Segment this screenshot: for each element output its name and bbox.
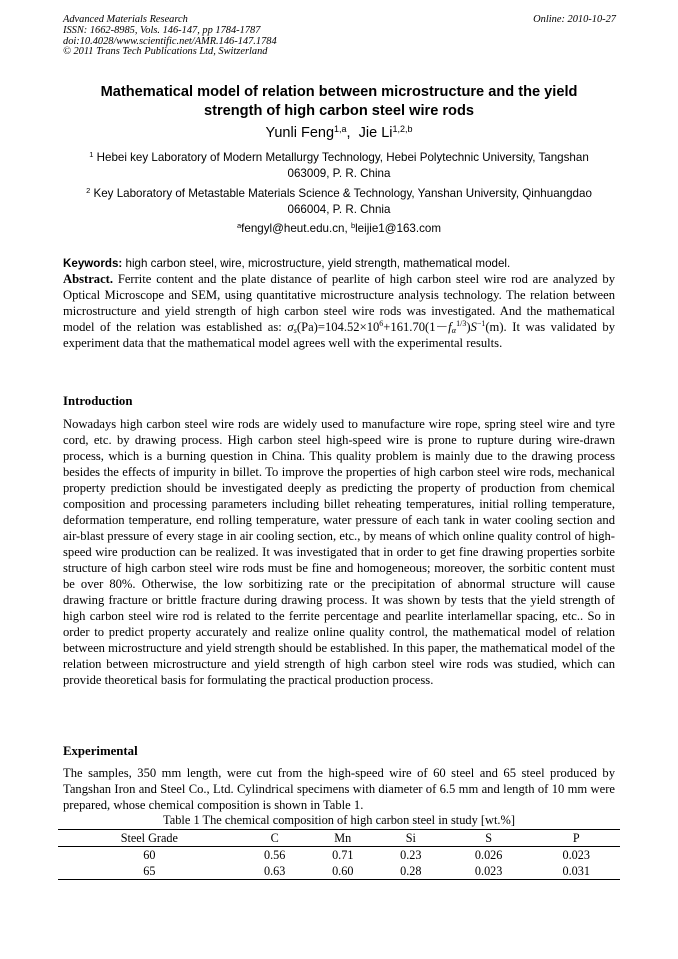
affiliation-2 xyxy=(60,186,618,218)
affiliation-text: 063009, P. R. China xyxy=(287,166,391,180)
affiliation-number: 2 xyxy=(86,186,91,195)
column-header: S xyxy=(485,831,493,845)
affiliation-text: Hebei key Laboratory of Modern Metallurgy Technology, Hebei Polytechnic University, Tangshan xyxy=(96,151,589,164)
paper-title xyxy=(60,83,618,120)
table-caption: Table 1 The chemical composition of high carbon steel in study [wt.%] xyxy=(163,813,515,827)
column-header: Si xyxy=(405,831,416,845)
table-cell: 0.023 xyxy=(562,848,590,862)
title-line-2: strength of high carbon steel wire rods xyxy=(203,102,475,119)
table-cell: 0.28 xyxy=(400,864,422,878)
affiliation-number: 1 xyxy=(89,150,94,159)
copyright-line: © 2011 Trans Tech Publications Ltd, Switzerland xyxy=(63,46,268,58)
email-line: $^a$fengyl@heut.edu.cn, $^b$leijie1@163.com xyxy=(237,221,441,235)
abstract xyxy=(63,271,615,351)
column-header: C xyxy=(270,831,279,845)
author-name: Jie Li xyxy=(358,125,393,141)
column-header: P xyxy=(572,831,580,845)
affiliation-1 xyxy=(60,150,618,182)
table-cell: 0.023 xyxy=(474,864,503,878)
equation: $\sigma_s(Pa)=104.52\times 10^6+161.70(1-f_\alpha^{1/3})S^{-1}(m)$. xyxy=(287,319,507,335)
experimental-text: The samples, 350 mm length, were cut from the high-speed wire of 60 steel and 65 steel produced by Tangshan Iron and Steel Co., Ltd. Cylindrical specimens with diameter of 6.5 mm and length of 10 mm were prepared, whose chemical composition is shown in Table 1. xyxy=(63,766,615,812)
table-row xyxy=(58,847,620,864)
author-list: Yunli Feng$^{1,a}$, Jie Li$^{1,2,b}$ xyxy=(265,124,413,141)
section-heading: Introduction xyxy=(63,394,133,408)
table-cell: 0.23 xyxy=(400,848,422,862)
abstract-text: It was validated by experiment data that the mathematical model agrees well with the experimental results. xyxy=(63,320,615,350)
journal-header xyxy=(63,15,503,58)
author-sup: 1,a xyxy=(334,124,347,134)
section-heading: Experimental xyxy=(63,744,138,758)
table-cell: 60 xyxy=(143,848,156,862)
online-date: Online: 2010-10-27 xyxy=(533,14,616,25)
title-line-1: Mathematical model of relation between microstructure and the yield xyxy=(100,84,578,100)
column-header: Steel Grade xyxy=(120,831,178,845)
affiliation-text: 066004, P. R. Chnia xyxy=(287,202,391,216)
table-row xyxy=(58,863,620,880)
keywords-label: Keywords: xyxy=(63,257,123,270)
email-link[interactable]: leijie1@163.com xyxy=(355,222,441,235)
abstract-text: Ferrite content and the plate distance of pearlite of high carbon steel wire rod are analyzed by Optical Microscope and SEM, using quantitative microstructure analysis technology. The relation between microstructure and yield strength of high carbon steel wire rods was investigated. And the mathematical model of the relation was established as: xyxy=(63,272,615,334)
author-name: Yunli Feng xyxy=(265,125,335,141)
keywords xyxy=(63,256,619,271)
affiliation-text: Key Laboratory of Metastable Materials Science & Technology, Yanshan University, Qinhuangdao xyxy=(93,187,592,200)
journal-name: Advanced Materials Research xyxy=(63,14,188,25)
table-cell: 0.031 xyxy=(562,864,590,878)
table-cell: 0.026 xyxy=(474,848,503,862)
table-cell: 0.56 xyxy=(264,848,286,862)
email-link[interactable]: fengyl@heut.edu.cn xyxy=(241,222,345,235)
table-cell: 0.60 xyxy=(332,864,354,878)
table-cell: 0.71 xyxy=(332,848,354,862)
table-header-row xyxy=(58,830,620,847)
column-header: Mn xyxy=(334,831,352,845)
composition-table xyxy=(58,829,620,880)
author-sup: 1,2,b xyxy=(392,124,413,134)
table-cell: 0.63 xyxy=(264,864,286,878)
abstract-label: Abstract. xyxy=(63,272,114,286)
table-cell: 65 xyxy=(143,864,156,878)
keywords-text: high carbon steel, wire, microstructure, yield strength, mathematical model. xyxy=(125,257,511,270)
doi-line: doi:10.4028/www.scientific.net/AMR.146-147.1784 xyxy=(63,35,277,47)
issn-line: ISSN: 1662-8985, Vols. 146-147, pp 1784-1787 xyxy=(63,24,261,36)
introduction-text: Nowadays high carbon steel wire rods are widely used to manufacture wire rope, spring steel wire and tyre cord, etc. by drawing process. High carbon steel high-speed wire is prone to rupture during wire-drawn process, which is a burning question in China. This quality problem is mainly due to the drawing process besides the effects of impurity in billet. To improve the properties of high carbon steel wire rods, mechanical property prediction should be investigated deeply as predicting the property of production from chemical composition and processing parameters including billet reheating temperatures, initial rolling temperature, deformation temperature, end rolling temperature, water pressure of each tank in water cooling section and air-blast pressure of every stage in air cooling section, etc., by means of which online quality control of high-speed wire production can be realized. It was investigated that in order to get fine drawing properties sorbite structure of high carbon steel wire rods must be fine and homogeneous; moreover, the sorbitic content must be over 80%. Otherwise, the low sorbitizing rate or the precipitation of abnormal structure will cause drawing fracture or brittle fracture during drawing process. It was shown by tests that the yield strength of high carbon steel wire rod is related to the ferrite percentage and pearlite interlamellar spacing, etc.. So in order to predict property accurately and realize online quality control, the mathematical model of relation between microstructure and yield strength should be established. In this paper, the mathematical model of the relation between microstructure and yield strength of high carbon steel wire rods was studied, which can provide theoretical basis for formulating the practical production process. xyxy=(63,417,615,687)
